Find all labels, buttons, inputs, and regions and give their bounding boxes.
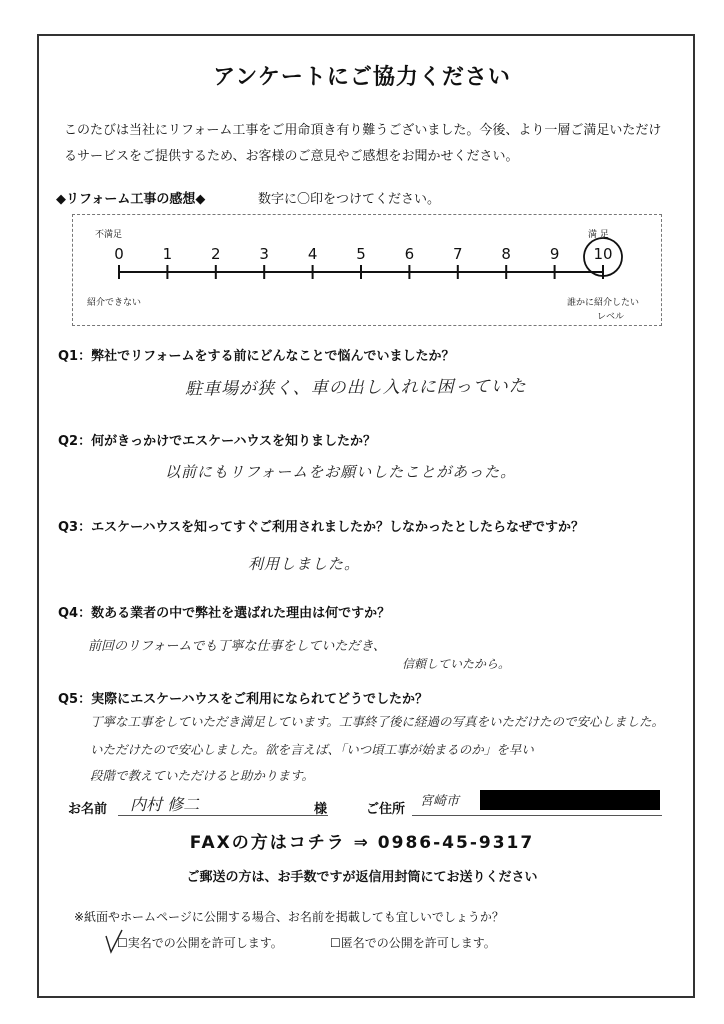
mail-line: ご郵送の方は、お手数ですが返信用封筒にてお送りください — [186, 870, 538, 885]
satisfaction-scale — [72, 214, 662, 326]
scale-line-graphic — [73, 215, 661, 325]
survey-title: アンケートにご協力ください — [213, 65, 511, 90]
fax-line: FAXの方はコチラ ⇒ 0986-45-9317 — [189, 833, 535, 853]
q3-label: Q3：エスケーハウスを知ってすぐご利用されましたか？しなかったとしたらなぜですか？ — [58, 520, 585, 535]
scale-tick-label-7[interactable]: 7 — [453, 245, 463, 263]
publication-question: ※紙面やホームページに公開する場合、お名前を掲載しても宜しいでしょうか？ — [74, 910, 504, 924]
q5-answer-line-3: 段階で教えていただけると助かります。 — [90, 768, 315, 783]
option-anonymous[interactable]: ☐匿名での公開を許可します。 — [330, 936, 496, 950]
address-underline — [412, 815, 662, 816]
scale-tick-label-3[interactable]: 3 — [259, 245, 269, 263]
scale-tick-label-2[interactable]: 2 — [211, 245, 221, 263]
scale-tick-label-4[interactable]: 4 — [307, 245, 318, 263]
q5-label: Q5：実際にエスケーハウスをご利用になられてどうでしたか？ — [58, 692, 429, 707]
q1-answer: 駐車場が狭く、車の出し入れに困っていた — [184, 376, 527, 400]
q4-answer: 前回のリフォームでも丁寧な仕事をしていただき、 — [88, 639, 386, 654]
scale-high-bottom-label-1: 誰かに紹介したい — [567, 298, 640, 308]
q2-answer: 以前にもリフォームをお願いしたことがあった。 — [165, 463, 517, 481]
scale-high-bottom-label-2: レベル — [597, 312, 625, 322]
scale-tick-label-6[interactable]: 6 — [404, 245, 415, 263]
scale-tick-label-9[interactable]: 9 — [549, 245, 560, 263]
q2-label: Q2：何がきっかけでエスケーハウスを知りましたか？ — [58, 434, 377, 449]
check-mark-icon — [104, 928, 124, 956]
scale-tick-label-8[interactable]: 8 — [501, 245, 511, 263]
scale-tick-label-1[interactable]: 1 — [162, 245, 173, 263]
scale-low-top-label: 不満足 — [95, 230, 123, 240]
address-label: ご住所 — [366, 802, 406, 817]
name-label: お名前 — [68, 802, 108, 817]
name-underline — [118, 815, 328, 816]
name-value: 内村 修二 — [130, 795, 200, 814]
q5-answer-line-2: いただけたので安心しました。欲を言えば、「いつ頃工事が始まるのか」を早い — [90, 742, 534, 757]
section-title: ◆リフォーム工事の感想◆ — [56, 192, 206, 207]
honorific: 様 — [314, 802, 328, 817]
scale-tick-label-10[interactable]: 10 — [593, 245, 613, 263]
scale-tick-label-0[interactable]: 0 — [114, 245, 124, 263]
scale-tick-label-5[interactable]: 5 — [356, 245, 366, 263]
q5-answer-line-1: 丁寧な工事をしていただき満足しています。工事終了後に経過の写真をいただけたので安心しました。 — [90, 714, 665, 729]
q3-answer: 利用しました。 — [248, 555, 361, 573]
q4-answer-cont: 信頼していたから。 — [402, 657, 511, 671]
q4-label: Q4：数ある業者の中で弊社を選ばれた理由は何ですか？ — [58, 606, 391, 621]
q1-label: Q1：弊社でリフォームをする前にどんなことで悩んでいましたか？ — [58, 349, 455, 364]
scale-high-top-label: 満 足 — [588, 230, 609, 240]
section-instruction: 数字に〇印をつけてください。 — [258, 192, 441, 207]
address-redaction — [480, 790, 660, 810]
intro-text: このたびは当社にリフォーム工事をご用命頂き有り難うございました。今後、より一層ご満足いただけるサービスをご提供するため、お客様のご意見やご感想をお聞かせください。 — [64, 123, 662, 164]
address-value: 宮崎市 — [420, 794, 460, 809]
option-real-name[interactable]: ☐実名での公開を許可します。 — [117, 936, 283, 950]
scale-low-bottom-label: 紹介できない — [87, 298, 142, 308]
